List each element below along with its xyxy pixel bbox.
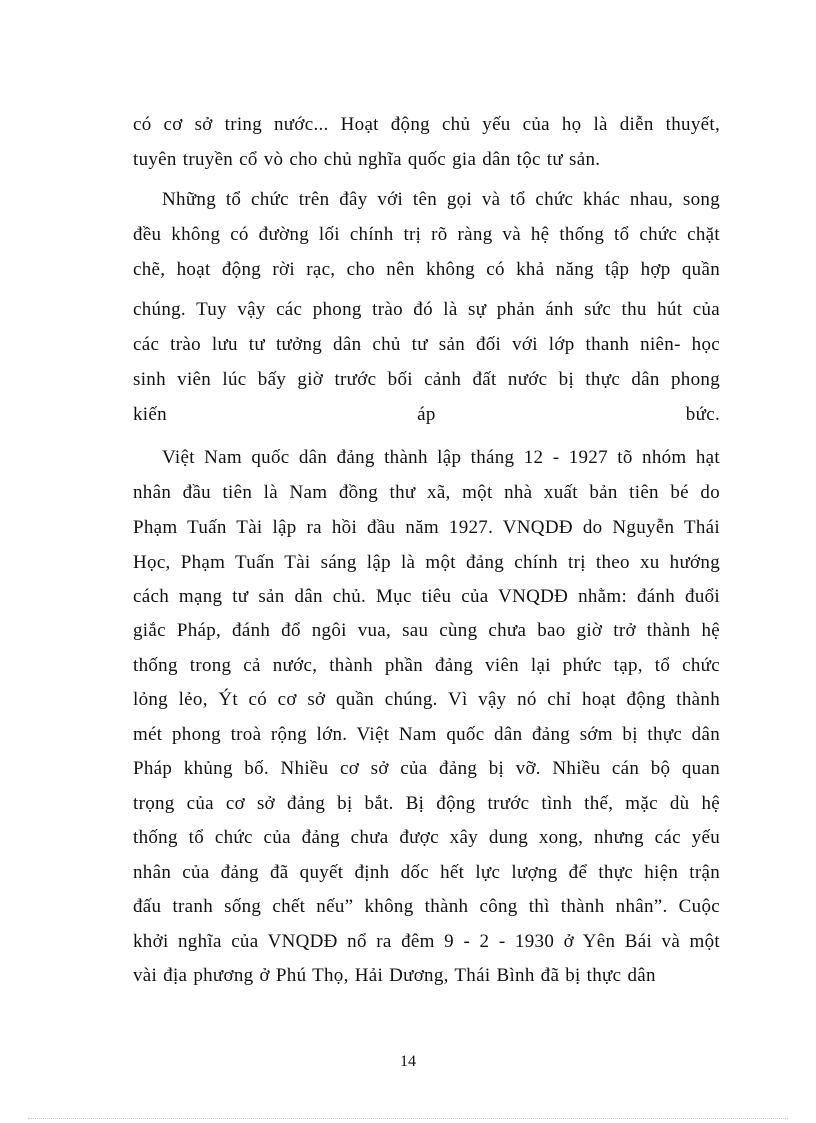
text-line: Pháp khủng bố. Nhiều cơ sở của đảng bị vỡ. Nhiều cán bộ quan <box>133 758 720 779</box>
text-line: giắc Pháp, đánh đổ ngôi vua, sau cùng chưa bao giờ trở thành hệ <box>133 620 720 641</box>
text-line: nhân đầu tiên là Nam đồng thư xã, một nhà xuất bản tiên bé do <box>133 482 720 503</box>
text-line: khởi nghĩa của VNQDĐ nổ ra đêm 9 - 2 - 1930 ở Yên Bái và một <box>133 931 720 952</box>
text-line: Những tổ chức trên đây với tên gọi và tổ chức khác nhau, song <box>162 189 720 210</box>
text-line: mét phong troà rộng lớn. Việt Nam quốc dân đảng sớm bị thực dân <box>133 724 720 745</box>
text-line: thống trong cả nước, thành phần đảng viên lại phức tạp, tổ chức <box>133 655 720 676</box>
text-line: sinh viên lúc bấy giờ trước bối cảnh đất nước bị thực dân phong <box>133 369 720 390</box>
text-line: Phạm Tuấn Tài lập ra hồi đầu năm 1927. VNQDĐ do Nguyễn Thái <box>133 517 720 538</box>
text-line: có cơ sở tring nước... Hoạt động chủ yếu của họ là diễn thuyết, <box>133 114 720 135</box>
text-line: chúng. Tuy vậy các phong trào đó là sự phản ánh sức thu hút của <box>133 299 720 320</box>
page-bottom-divider <box>28 1118 788 1119</box>
text-line: chẽ, hoạt động rời rạc, cho nên không có khả năng tập hợp quần <box>133 259 720 280</box>
text-line: Học, Phạm Tuấn Tài sáng lập là một đảng chính trị theo xu hướng <box>133 552 720 573</box>
text-line: vài địa phương ở Phú Thọ, Hải Dương, Thái Bình đã bị thực dân <box>133 965 656 986</box>
text-line: thống tổ chức của đảng chưa được xây dung xong, nhưng các yếu <box>133 827 720 848</box>
text-line: nhân của đảng đã quyết định dốc hết lực lượng để thực hiện trận <box>133 862 720 883</box>
text-line: lỏng lẻo, Ýt có cơ sở quần chúng. Vì vậy nó chỉ hoạt động thành <box>133 689 720 710</box>
text-line: đấu tranh sống chết nếu” không thành công thì thành nhân”. Cuộc <box>133 896 720 917</box>
text-line: Việt Nam quốc dân đảng thành lập tháng 12 - 1927 tõ nhóm hạt <box>162 447 720 468</box>
text-line: cách mạng tư sản dân chủ. Mục tiêu của VNQDĐ nhằm: đánh đuổi <box>133 586 720 607</box>
text-line: đều không có đường lối chính trị rõ ràng và hệ thống tổ chức chặt <box>133 224 720 245</box>
page-number: 14 <box>400 1053 416 1070</box>
text-line: trọng của cơ sở đảng bị bắt. Bị động trước tình thế, mặc dù hệ <box>133 793 720 814</box>
text-line: tuyên truyền cổ vò cho chủ nghĩa quốc gia dân tộc tư sản. <box>133 149 601 170</box>
text-line: kiến áp bức. <box>133 404 720 425</box>
text-line: các trào lưu tư tưởng dân chủ tư sản đối với lớp thanh niên- học <box>133 334 720 355</box>
